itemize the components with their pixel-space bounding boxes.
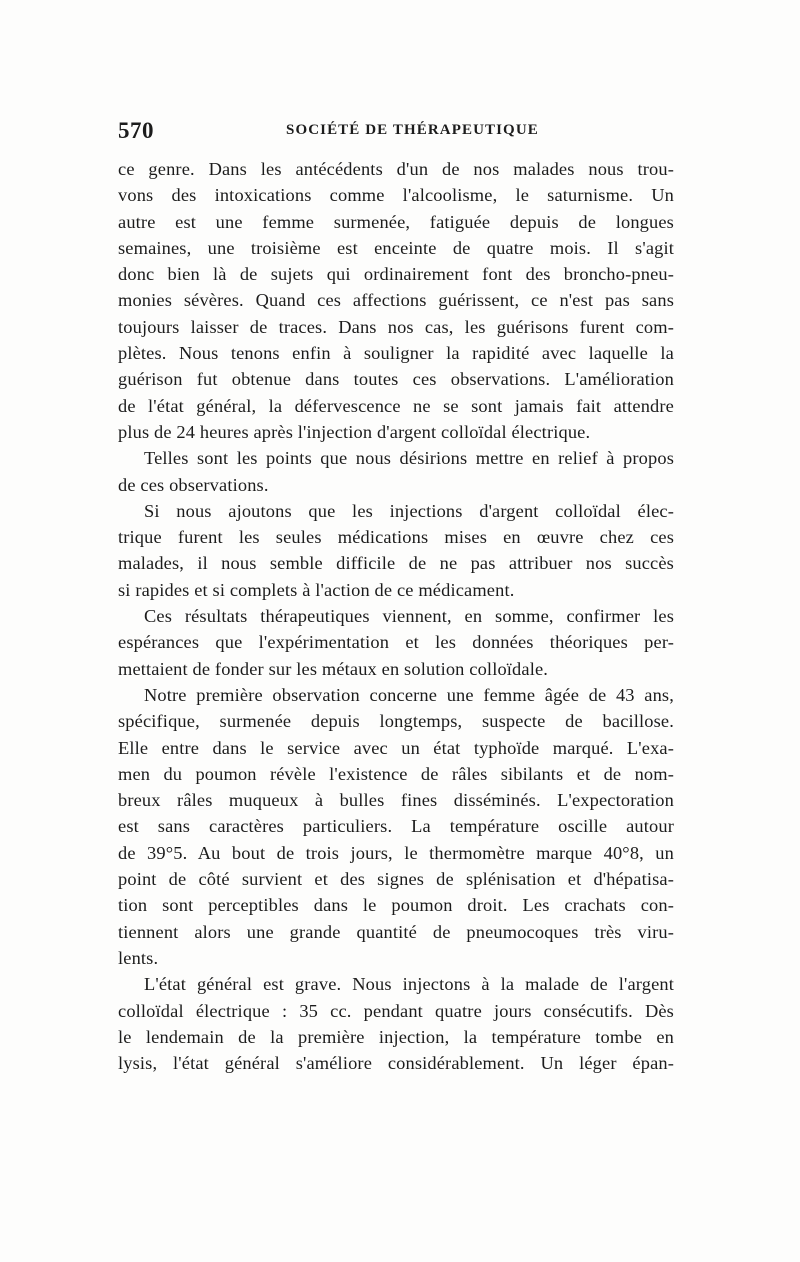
- text-line: espérances que l'expérimentation et les données théoriques per-: [118, 632, 674, 653]
- text-line: Telles sont les points que nous désirions mettre en relief à propos: [144, 448, 674, 469]
- text-line: Si nous ajoutons que les injections d'argent colloïdal élec-: [144, 500, 674, 521]
- text-line: colloïdal électrique : 35 cc. pendant quatre jours consécutifs. Dès: [118, 1000, 674, 1021]
- text-line: L'état général est grave. Nous injectons à la malade de l'argent: [144, 974, 674, 995]
- text-line: spécifique, surmenée depuis longtemps, suspecte de bacillose.: [118, 711, 674, 732]
- text-line: le lendemain de la première injection, la température tombe en: [118, 1026, 674, 1047]
- text-line: Ces résultats thérapeutiques viennent, en somme, confirmer les: [144, 606, 674, 627]
- text-line: semaines, une troisième est enceinte de quatre mois. Il s'agit: [118, 237, 674, 258]
- page-number: 570: [118, 118, 154, 143]
- text-line: point de côté survient et des signes de splénisation et d'hépatisa-: [118, 869, 674, 890]
- text-line: tiennent alors une grande quantité de pneumocoques très viru-: [118, 921, 674, 942]
- text-line: Elle entre dans le service avec un état typhoïde marqué. L'exa-: [118, 737, 674, 758]
- text-line: monies sévères. Quand ces affections guérissent, ce n'est pas sans: [118, 290, 674, 311]
- text-line: plus de 24 heures après l'injection d'argent colloïdal électrique.: [118, 421, 591, 442]
- text-line: ce genre. Dans les antécédents d'un de nos malades nous trou-: [118, 159, 674, 179]
- text-line: breux râles muqueux à bulles fines disséminés. L'expectoration: [118, 790, 674, 811]
- running-head: SOCIÉTÉ DE THÉRAPEUTIQUE: [286, 122, 539, 138]
- text-line: plètes. Nous tenons enfin à souligner la rapidité avec laquelle la: [118, 343, 674, 364]
- text-line: Notre première observation concerne une femme âgée de 43 ans,: [144, 684, 674, 705]
- text-line: tion sont perceptibles dans le poumon droit. Les crachats con-: [118, 895, 674, 916]
- text-line: mettaient de fonder sur les métaux en solution colloïdale.: [118, 658, 549, 679]
- text-line: malades, il nous semble difficile de ne pas attribuer nos succès: [118, 553, 674, 574]
- text-line: si rapides et si complets à l'action de ce médicament.: [118, 579, 515, 600]
- text-line: lysis, l'état général s'améliore considérablement. Un léger épan-: [118, 1053, 674, 1074]
- body-text: [118, 156, 674, 1076]
- text-line: lents.: [118, 947, 159, 968]
- text-line: est sans caractères particuliers. La température oscille autour: [118, 816, 674, 837]
- text-line: de ces observations.: [118, 474, 269, 495]
- text-line: men du poumon révèle l'existence de râles sibilants et de nom-: [118, 763, 674, 784]
- text-line: de 39°5. Au bout de trois jours, le thermomètre marque 40°8, un: [118, 842, 674, 863]
- page-header: [118, 118, 678, 148]
- text-line: guérison fut obtenue dans toutes ces observations. L'amélioration: [118, 369, 674, 390]
- text-line: autre est une femme surmenée, fatiguée depuis de longues: [118, 211, 674, 232]
- text-line: vons des intoxications comme l'alcoolisme, le saturnisme. Un: [118, 185, 674, 206]
- text-line: toujours laisser de traces. Dans nos cas, les guérisons furent com-: [118, 316, 674, 337]
- text-line: de l'état général, la défervescence ne se sont jamais fait attendre: [118, 395, 674, 416]
- text-line: donc bien là de sujets qui ordinairement font des broncho-pneu-: [118, 264, 674, 285]
- text-line: trique furent les seules médications mises en œuvre chez ces: [118, 527, 674, 548]
